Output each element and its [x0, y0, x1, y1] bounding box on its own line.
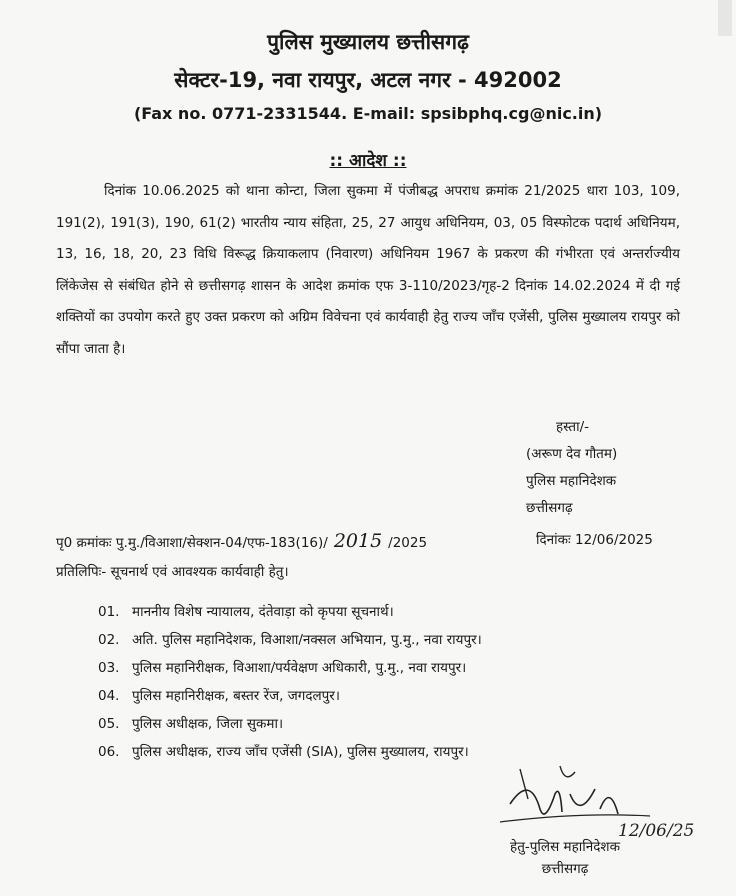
list-item: 03. पुलिस महानिरीक्षक, विआशा/पर्यवेक्षण अधिकारी, पु.मु., नवा रायपुर। [98, 660, 467, 676]
copy-to-line: प्रतिलिपिः- सूचनार्थ एवं आवश्यक कार्यवाही हेतु। [56, 564, 289, 580]
on-behalf-state: छत्तीसगढ़ [541, 861, 589, 877]
signed-mark: हस्ता/- [556, 419, 590, 435]
office-name: पुलिस मुख्यालय छत्तीसगढ़ [267, 30, 469, 54]
order-body: दिनांक 10.06.2025 को थाना कोन्टा, जिला सुकमा में पंजीबद्ध अपराध क्रमांक 21/2025 धारा 103, 109, 191(2), 191(3), 190, 61(2) भारतीय न्याय संहिता, 25, 27 आयुध अधिनियम, 03, 05 विस्फोटक पदार्थ अधिनियम, 13, 16, 18, 20, 23 विधि विरूद्ध क्रियाकलाप (निवारण) अधिनियम 1967 के प्रकरण की गंभीरता एवं अन्तर्राज्यीय लिंकेजेस से संबंधित होने से छत्तीसगढ़ शासन के आदेश क्रमांक एफ 3-110/2023/गृह-2 दिनांक 14.02.2024 में दी गई शक्तियों का उपयोग करते हुए उक्त प्रकरण को अग्रिम विवेचना एवं कार्यवाही हेतु राज्य जाँच एजेंसी, पुलिस मुख्यालय रायपुर को सौंपा जाता है। [56, 183, 680, 357]
office-contact: (Fax no. 0771-2331544. E-mail: spsibphq.cg@nic.in) [133, 104, 603, 123]
reference-prefix: पृ0 क्रमांकः पु.मु./विआशा/सेक्शन-04/एफ-183(16)/ [56, 535, 328, 551]
reference-date: दिनांकः 12/06/2025 [536, 532, 653, 548]
reference-year: /2025 [388, 535, 428, 551]
recipient-list [98, 598, 482, 766]
signatory-designation: पुलिस महानिदेशक [526, 473, 617, 489]
list-item: 02. अति. पुलिस महानिदेशक, विआशा/नक्सल अभियान, पु.मु., नवा रायपुर। [98, 632, 482, 648]
signatory-block [526, 414, 617, 522]
office-address: सेक्टर-19, नवा रायपुर, अटल नगर - 492002 [174, 68, 562, 92]
list-item: 01. माननीय विशेष न्यायालय, दंतेवाड़ा को कृपया सूचनार्थ। [98, 604, 394, 620]
on-behalf-designation: हेतु-पुलिस महानिदेशक [510, 839, 620, 855]
order-title: :: आदेश :: [329, 151, 407, 171]
handwritten-number: 2015 [333, 530, 383, 552]
signatory-state: छत्तीसगढ़ [526, 500, 573, 516]
signatory-name: (अरूण देव गौतम) [526, 446, 618, 462]
list-item: 05. पुलिस अधीक्षक, जिला सुकमा। [98, 716, 284, 732]
on-behalf-block [470, 836, 660, 880]
signature-date: 12/06/25 [618, 821, 695, 841]
list-item: 06. पुलिस अधीक्षक, राज्य जाँच एजेंसी (SIA), पुलिस मुख्यालय, रायपुर। [98, 744, 469, 760]
handwritten-signature [500, 764, 720, 844]
list-item: 04. पुलिस महानिरीक्षक, बस्तर रेंज, जगदलपुर। [98, 688, 340, 704]
reference-line [56, 530, 686, 552]
